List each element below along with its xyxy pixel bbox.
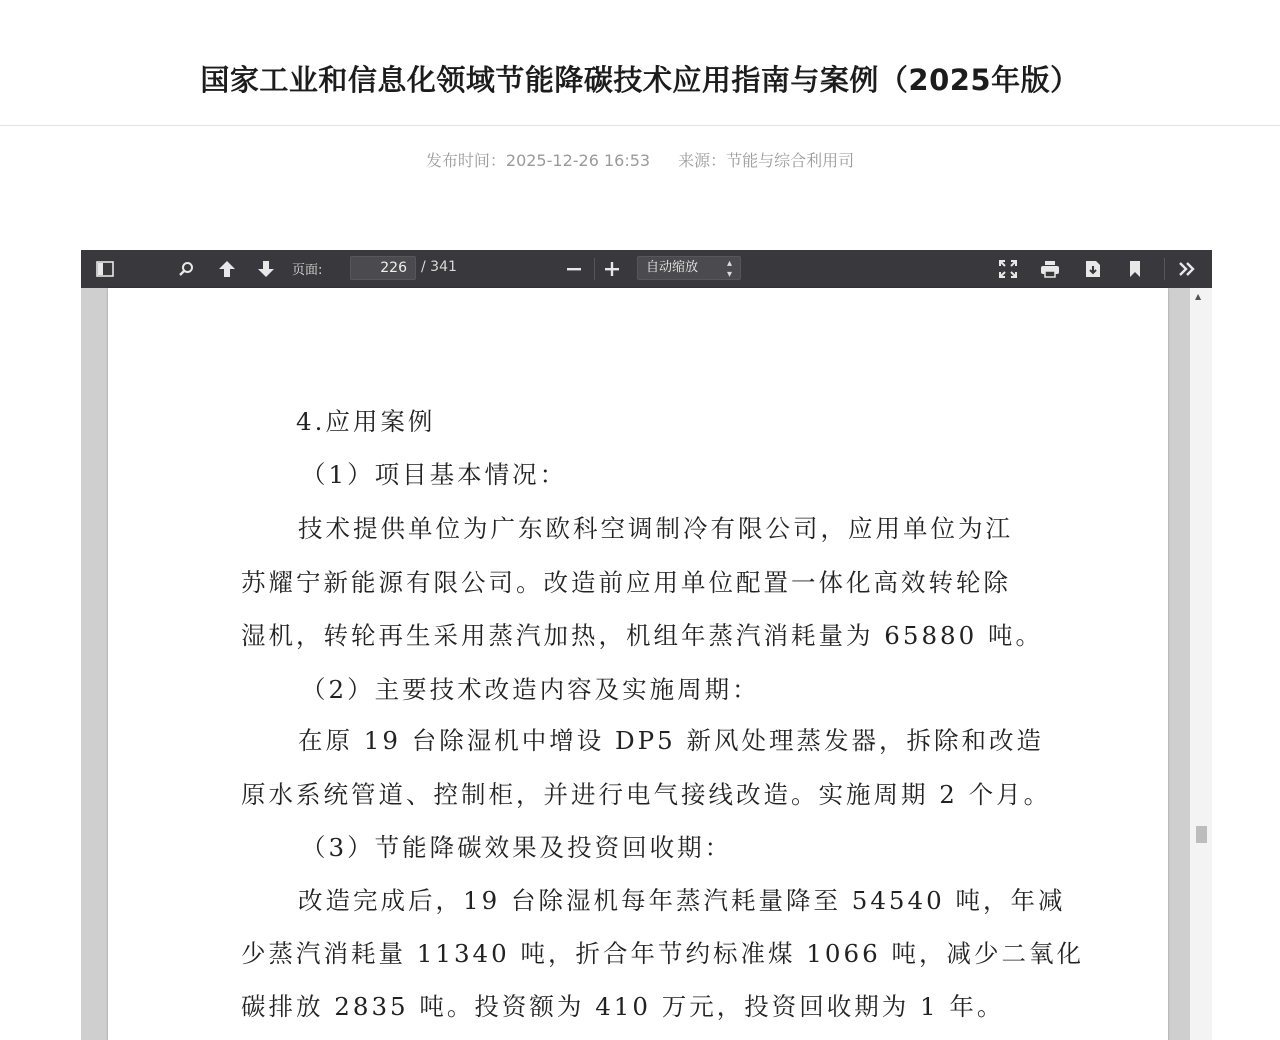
print-icon[interactable] [1037,250,1063,288]
search-icon[interactable] [173,250,199,288]
scroll-up-arrow-icon[interactable]: ▲ [1195,292,1202,301]
chevron-updown-icon: ▴ ▾ [726,258,732,280]
paragraph-line: 技术提供单位为广东欧科空调制冷有限公司，应用单位为江 [298,514,1013,543]
paragraph-line: 在原 19 台除湿机中增设 DP5 新风处理蒸发器，拆除和改造 [298,726,1045,755]
paragraph-line: 改造完成后，19 台除湿机每年蒸汽耗量降至 54540 吨，年减 [298,886,1066,915]
toolbar-separator [594,258,595,280]
paragraph-line: 原水系统管道、控制柜，并进行电气接线改造。实施周期 2 个月。 [241,780,1052,809]
bookmark-icon[interactable] [1122,250,1148,288]
paragraph-line: 苏耀宁新能源有限公司。改造前应用单位配置一体化高效转轮除 [241,568,1011,597]
source-label: 来源：节能与综合利用司 [678,151,855,170]
paragraph-line: 碳排放 2835 吨。投资额为 410 万元，投资回收期为 1 年。 [241,992,1005,1021]
article-meta [0,148,1280,171]
zoom-select[interactable] [637,256,741,280]
vertical-scrollbar[interactable] [1190,288,1212,1040]
subsection-heading: （1）项目基本情况： [301,460,568,489]
toolbar-separator [1164,258,1165,280]
pdf-toolbar [81,250,1212,288]
section-heading: 4.应用案例 [296,407,436,436]
more-tools-icon[interactable] [1173,250,1201,288]
presentation-mode-icon[interactable] [995,250,1021,288]
subsection-heading: （3）节能降碳效果及投资回收期： [301,833,733,862]
page-number-input[interactable]: 226 [350,256,416,280]
sidebar-toggle-icon[interactable] [91,250,119,288]
pdf-viewer [81,250,1212,1040]
page-header [0,0,1280,126]
zoom-out-icon[interactable] [562,250,586,288]
next-page-icon[interactable] [253,250,279,288]
paragraph-line: 少蒸汽消耗量 11340 吨，折合年节约标准煤 1066 吨，减少二氧化 [241,939,1084,968]
zoom-in-icon[interactable] [600,250,624,288]
download-icon[interactable] [1080,250,1106,288]
pdf-page [108,288,1168,1040]
previous-page-icon[interactable] [214,250,240,288]
zoom-select-value: 自动缩放 [646,260,699,275]
publish-time: 发布时间：2025-12-26 16:53 [425,151,651,170]
page-count: / 341 [421,259,457,275]
scrollbar-thumb[interactable] [1196,826,1207,843]
page-title: 国家工业和信息化领域节能降碳技术应用指南与案例（2025年版） [200,63,1080,97]
subsection-heading: （2）主要技术改造内容及实施周期： [301,675,760,704]
paragraph-line: 湿机，转轮再生采用蒸汽加热，机组年蒸汽消耗量为 65880 吨。 [241,621,1044,650]
page-number-label: 页面: [292,263,323,278]
